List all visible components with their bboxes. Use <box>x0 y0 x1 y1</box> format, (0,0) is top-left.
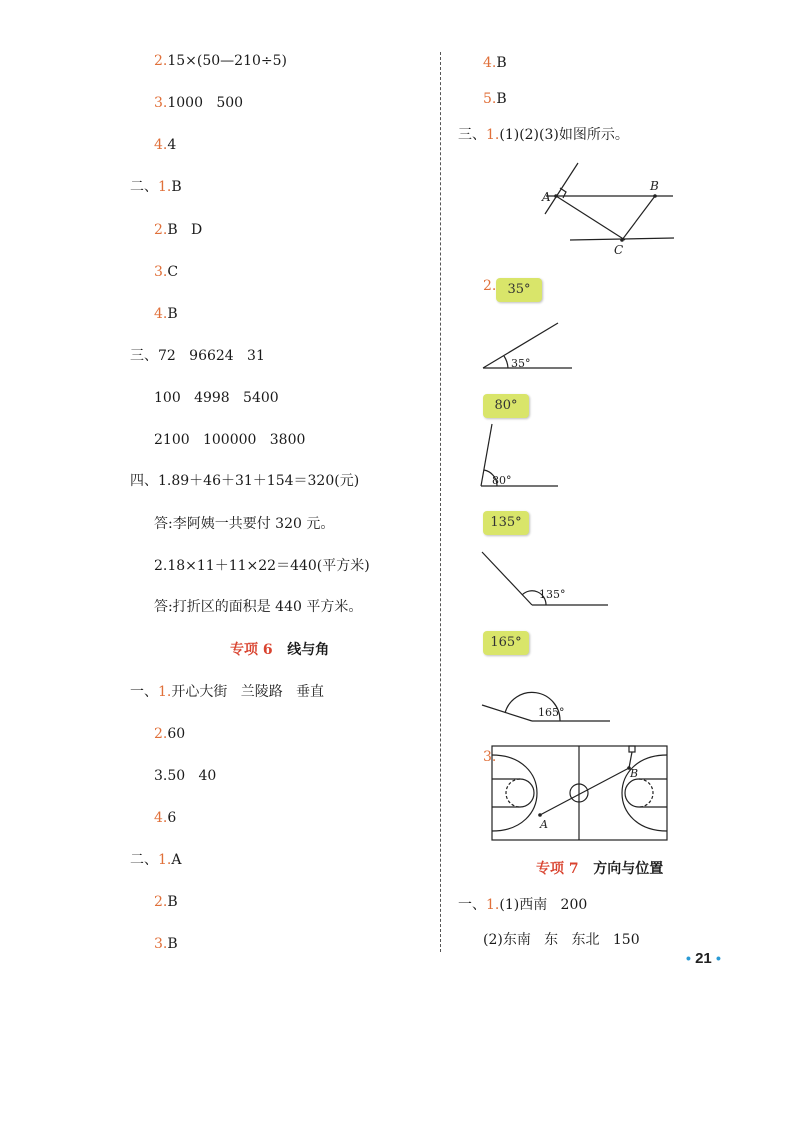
answer-line: 2.60 <box>154 726 186 742</box>
angle-label: 135° <box>539 588 566 601</box>
angle-badge: 80° <box>483 394 529 418</box>
answer-line: 3.B <box>154 936 178 952</box>
answer-line: 答:打折区的面积是 440 平方米。 <box>154 599 363 615</box>
answer-line: 3. <box>483 749 497 765</box>
angle-label: 35° <box>511 357 531 370</box>
answer-line: 4.6 <box>154 810 177 826</box>
point-label-c: C <box>614 243 624 257</box>
answer-line: 2100 100000 3800 <box>154 432 306 448</box>
answer-line: 3.50 40 <box>154 768 217 784</box>
answer-line: 4.B <box>154 306 178 322</box>
answer-line: 四、1.89＋46＋31＋154＝320(元) <box>130 473 360 489</box>
angle-label: 80° <box>492 474 512 487</box>
answer-line: 3.1000 500 <box>154 95 244 111</box>
dot-icon: • <box>686 950 691 966</box>
angle-badge: 165° <box>483 631 529 655</box>
dot-icon: • <box>715 950 721 966</box>
answer-line: 3.C <box>154 264 179 280</box>
answer-line: 答:李阿姨一共要付 320 元。 <box>154 516 335 532</box>
answer-line: 100 4998 5400 <box>154 390 279 406</box>
answer-line: 2.B <box>154 894 178 910</box>
angle-badge: 35° <box>496 278 542 302</box>
answer-line: 三、1.(1)(2)(3)如图所示。 <box>458 127 629 143</box>
section-title: 专项 7 方向与位置 <box>536 861 664 877</box>
angle-label: 165° <box>538 706 565 719</box>
point-label-b: B <box>630 767 639 780</box>
answer-line: 4.4 <box>154 137 177 153</box>
answer-line: 一、1.开心大街 兰陵路 垂直 <box>130 684 325 700</box>
answer-line: 2. <box>483 278 497 294</box>
answer-line: 2.B D <box>154 222 203 238</box>
answer-line: 一、1.(1)西南 200 <box>458 897 588 913</box>
page-number: • 21 • <box>686 950 721 967</box>
answer-line: 2.18×11＋11×22＝440(平方米) <box>154 558 370 574</box>
point-label-a: A <box>542 190 551 204</box>
answer-line: (2)东南 东 东北 150 <box>483 932 640 948</box>
section-title: 专项 6 线与角 <box>230 642 330 658</box>
answer-line: 三、72 96624 31 <box>130 348 265 364</box>
answer-line: 5.B <box>483 91 507 107</box>
answer-line: 二、1.B <box>130 179 182 195</box>
answer-line: 二、1.A <box>130 852 182 868</box>
point-label-a: A <box>540 818 548 831</box>
answer-line: 2.15×(50—210÷5) <box>154 53 288 69</box>
angle-badge: 135° <box>483 511 529 535</box>
point-label-b: B <box>650 179 659 193</box>
answer-line: 4.B <box>483 55 507 71</box>
